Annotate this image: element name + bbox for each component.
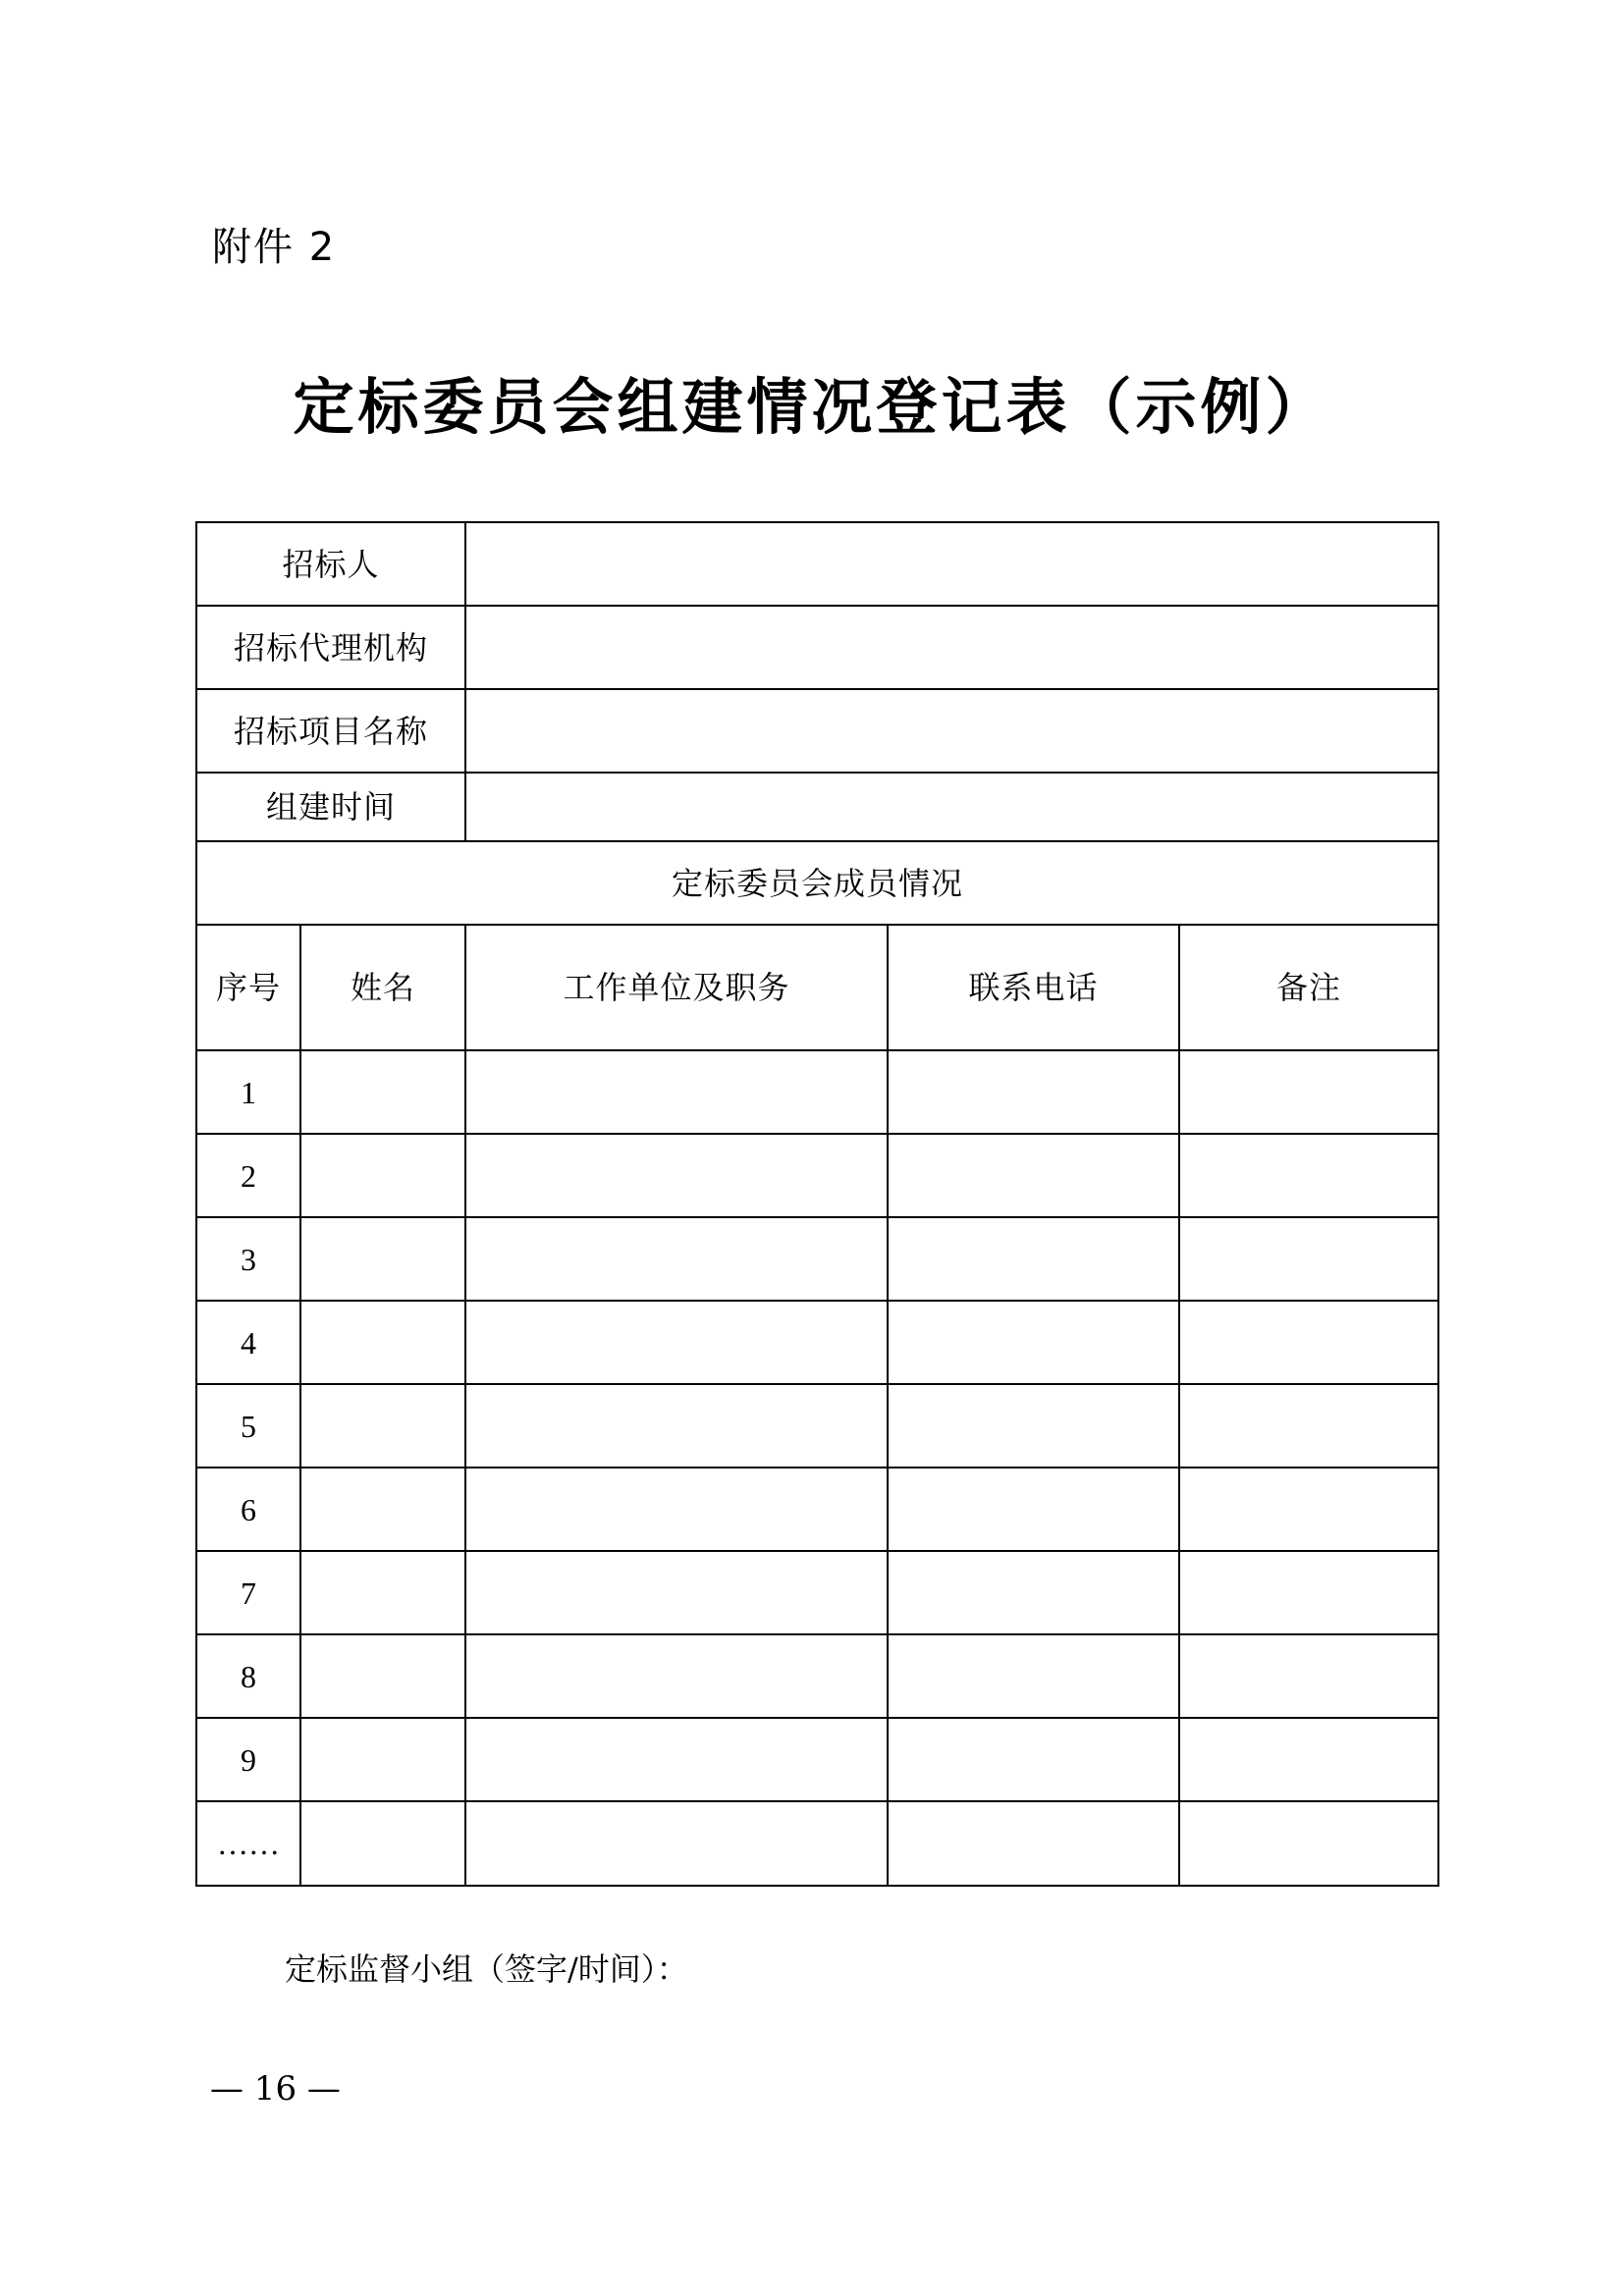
info-row-formation-time bbox=[196, 773, 1438, 841]
name-cell[interactable] bbox=[300, 1050, 465, 1134]
row-number-ellipsis: …… bbox=[196, 1801, 300, 1886]
table-row bbox=[196, 1217, 1438, 1301]
name-cell[interactable] bbox=[300, 1718, 465, 1801]
note-cell[interactable] bbox=[1179, 1134, 1438, 1217]
members-section-row bbox=[196, 841, 1438, 925]
table-row bbox=[196, 1551, 1438, 1634]
members-section-title: 定标委员会成员情况 bbox=[196, 841, 1438, 925]
name-cell[interactable] bbox=[300, 1634, 465, 1718]
phone-cell[interactable] bbox=[888, 1050, 1179, 1134]
registration-form-table bbox=[195, 521, 1439, 1887]
unit-cell[interactable] bbox=[465, 1551, 888, 1634]
column-header-unit: 工作单位及职务 bbox=[465, 925, 888, 1050]
unit-cell[interactable] bbox=[465, 1718, 888, 1801]
note-cell[interactable] bbox=[1179, 1718, 1438, 1801]
note-cell[interactable] bbox=[1179, 1217, 1438, 1301]
supervision-signature-note: 定标监督小组（签字/时间）： bbox=[285, 1950, 688, 1988]
name-cell[interactable] bbox=[300, 1551, 465, 1634]
phone-cell[interactable] bbox=[888, 1217, 1179, 1301]
note-cell[interactable] bbox=[1179, 1301, 1438, 1384]
tenderer-label: 招标人 bbox=[196, 522, 465, 606]
info-row-tenderer bbox=[196, 522, 1438, 606]
info-row-project bbox=[196, 689, 1438, 773]
formation-time-label: 组建时间 bbox=[196, 773, 465, 841]
table-row bbox=[196, 1050, 1438, 1134]
document-title: 定标委员会组建情况登记表（示例） bbox=[293, 371, 1330, 443]
row-number: 9 bbox=[196, 1718, 300, 1801]
unit-cell[interactable] bbox=[465, 1301, 888, 1384]
project-name-value[interactable] bbox=[465, 689, 1438, 773]
row-number: 8 bbox=[196, 1634, 300, 1718]
phone-cell[interactable] bbox=[888, 1301, 1179, 1384]
name-cell[interactable] bbox=[300, 1801, 465, 1886]
table-row bbox=[196, 1468, 1438, 1551]
unit-cell[interactable] bbox=[465, 1050, 888, 1134]
row-number: 1 bbox=[196, 1050, 300, 1134]
column-header-row bbox=[196, 925, 1438, 1050]
unit-cell[interactable] bbox=[465, 1801, 888, 1886]
unit-cell[interactable] bbox=[465, 1134, 888, 1217]
attachment-label: 附件 2 bbox=[212, 225, 337, 270]
phone-cell[interactable] bbox=[888, 1801, 1179, 1886]
agency-value[interactable] bbox=[465, 606, 1438, 689]
unit-cell[interactable] bbox=[465, 1384, 888, 1468]
row-number: 6 bbox=[196, 1468, 300, 1551]
project-name-label: 招标项目名称 bbox=[196, 689, 465, 773]
info-row-agency bbox=[196, 606, 1438, 689]
table-row bbox=[196, 1801, 1438, 1886]
row-number: 5 bbox=[196, 1384, 300, 1468]
name-cell[interactable] bbox=[300, 1134, 465, 1217]
unit-cell[interactable] bbox=[465, 1468, 888, 1551]
name-cell[interactable] bbox=[300, 1384, 465, 1468]
note-cell[interactable] bbox=[1179, 1468, 1438, 1551]
name-cell[interactable] bbox=[300, 1301, 465, 1384]
note-cell[interactable] bbox=[1179, 1801, 1438, 1886]
formation-time-value[interactable] bbox=[465, 773, 1438, 841]
table-row bbox=[196, 1134, 1438, 1217]
column-header-name: 姓名 bbox=[300, 925, 465, 1050]
note-cell[interactable] bbox=[1179, 1050, 1438, 1134]
table-row bbox=[196, 1384, 1438, 1468]
column-header-phone: 联系电话 bbox=[888, 925, 1179, 1050]
table-row bbox=[196, 1634, 1438, 1718]
name-cell[interactable] bbox=[300, 1217, 465, 1301]
phone-cell[interactable] bbox=[888, 1718, 1179, 1801]
column-header-note: 备注 bbox=[1179, 925, 1438, 1050]
table-row bbox=[196, 1301, 1438, 1384]
note-cell[interactable] bbox=[1179, 1634, 1438, 1718]
phone-cell[interactable] bbox=[888, 1384, 1179, 1468]
row-number: 7 bbox=[196, 1551, 300, 1634]
phone-cell[interactable] bbox=[888, 1551, 1179, 1634]
table-row bbox=[196, 1718, 1438, 1801]
unit-cell[interactable] bbox=[465, 1634, 888, 1718]
tenderer-value[interactable] bbox=[465, 522, 1438, 606]
row-number: 3 bbox=[196, 1217, 300, 1301]
unit-cell[interactable] bbox=[465, 1217, 888, 1301]
row-number: 4 bbox=[196, 1301, 300, 1384]
name-cell[interactable] bbox=[300, 1468, 465, 1551]
agency-label: 招标代理机构 bbox=[196, 606, 465, 689]
row-number: 2 bbox=[196, 1134, 300, 1217]
phone-cell[interactable] bbox=[888, 1468, 1179, 1551]
note-cell[interactable] bbox=[1179, 1551, 1438, 1634]
column-header-no: 序号 bbox=[196, 925, 300, 1050]
phone-cell[interactable] bbox=[888, 1634, 1179, 1718]
note-cell[interactable] bbox=[1179, 1384, 1438, 1468]
phone-cell[interactable] bbox=[888, 1134, 1179, 1217]
page-number: — 16 — bbox=[210, 2069, 341, 2109]
